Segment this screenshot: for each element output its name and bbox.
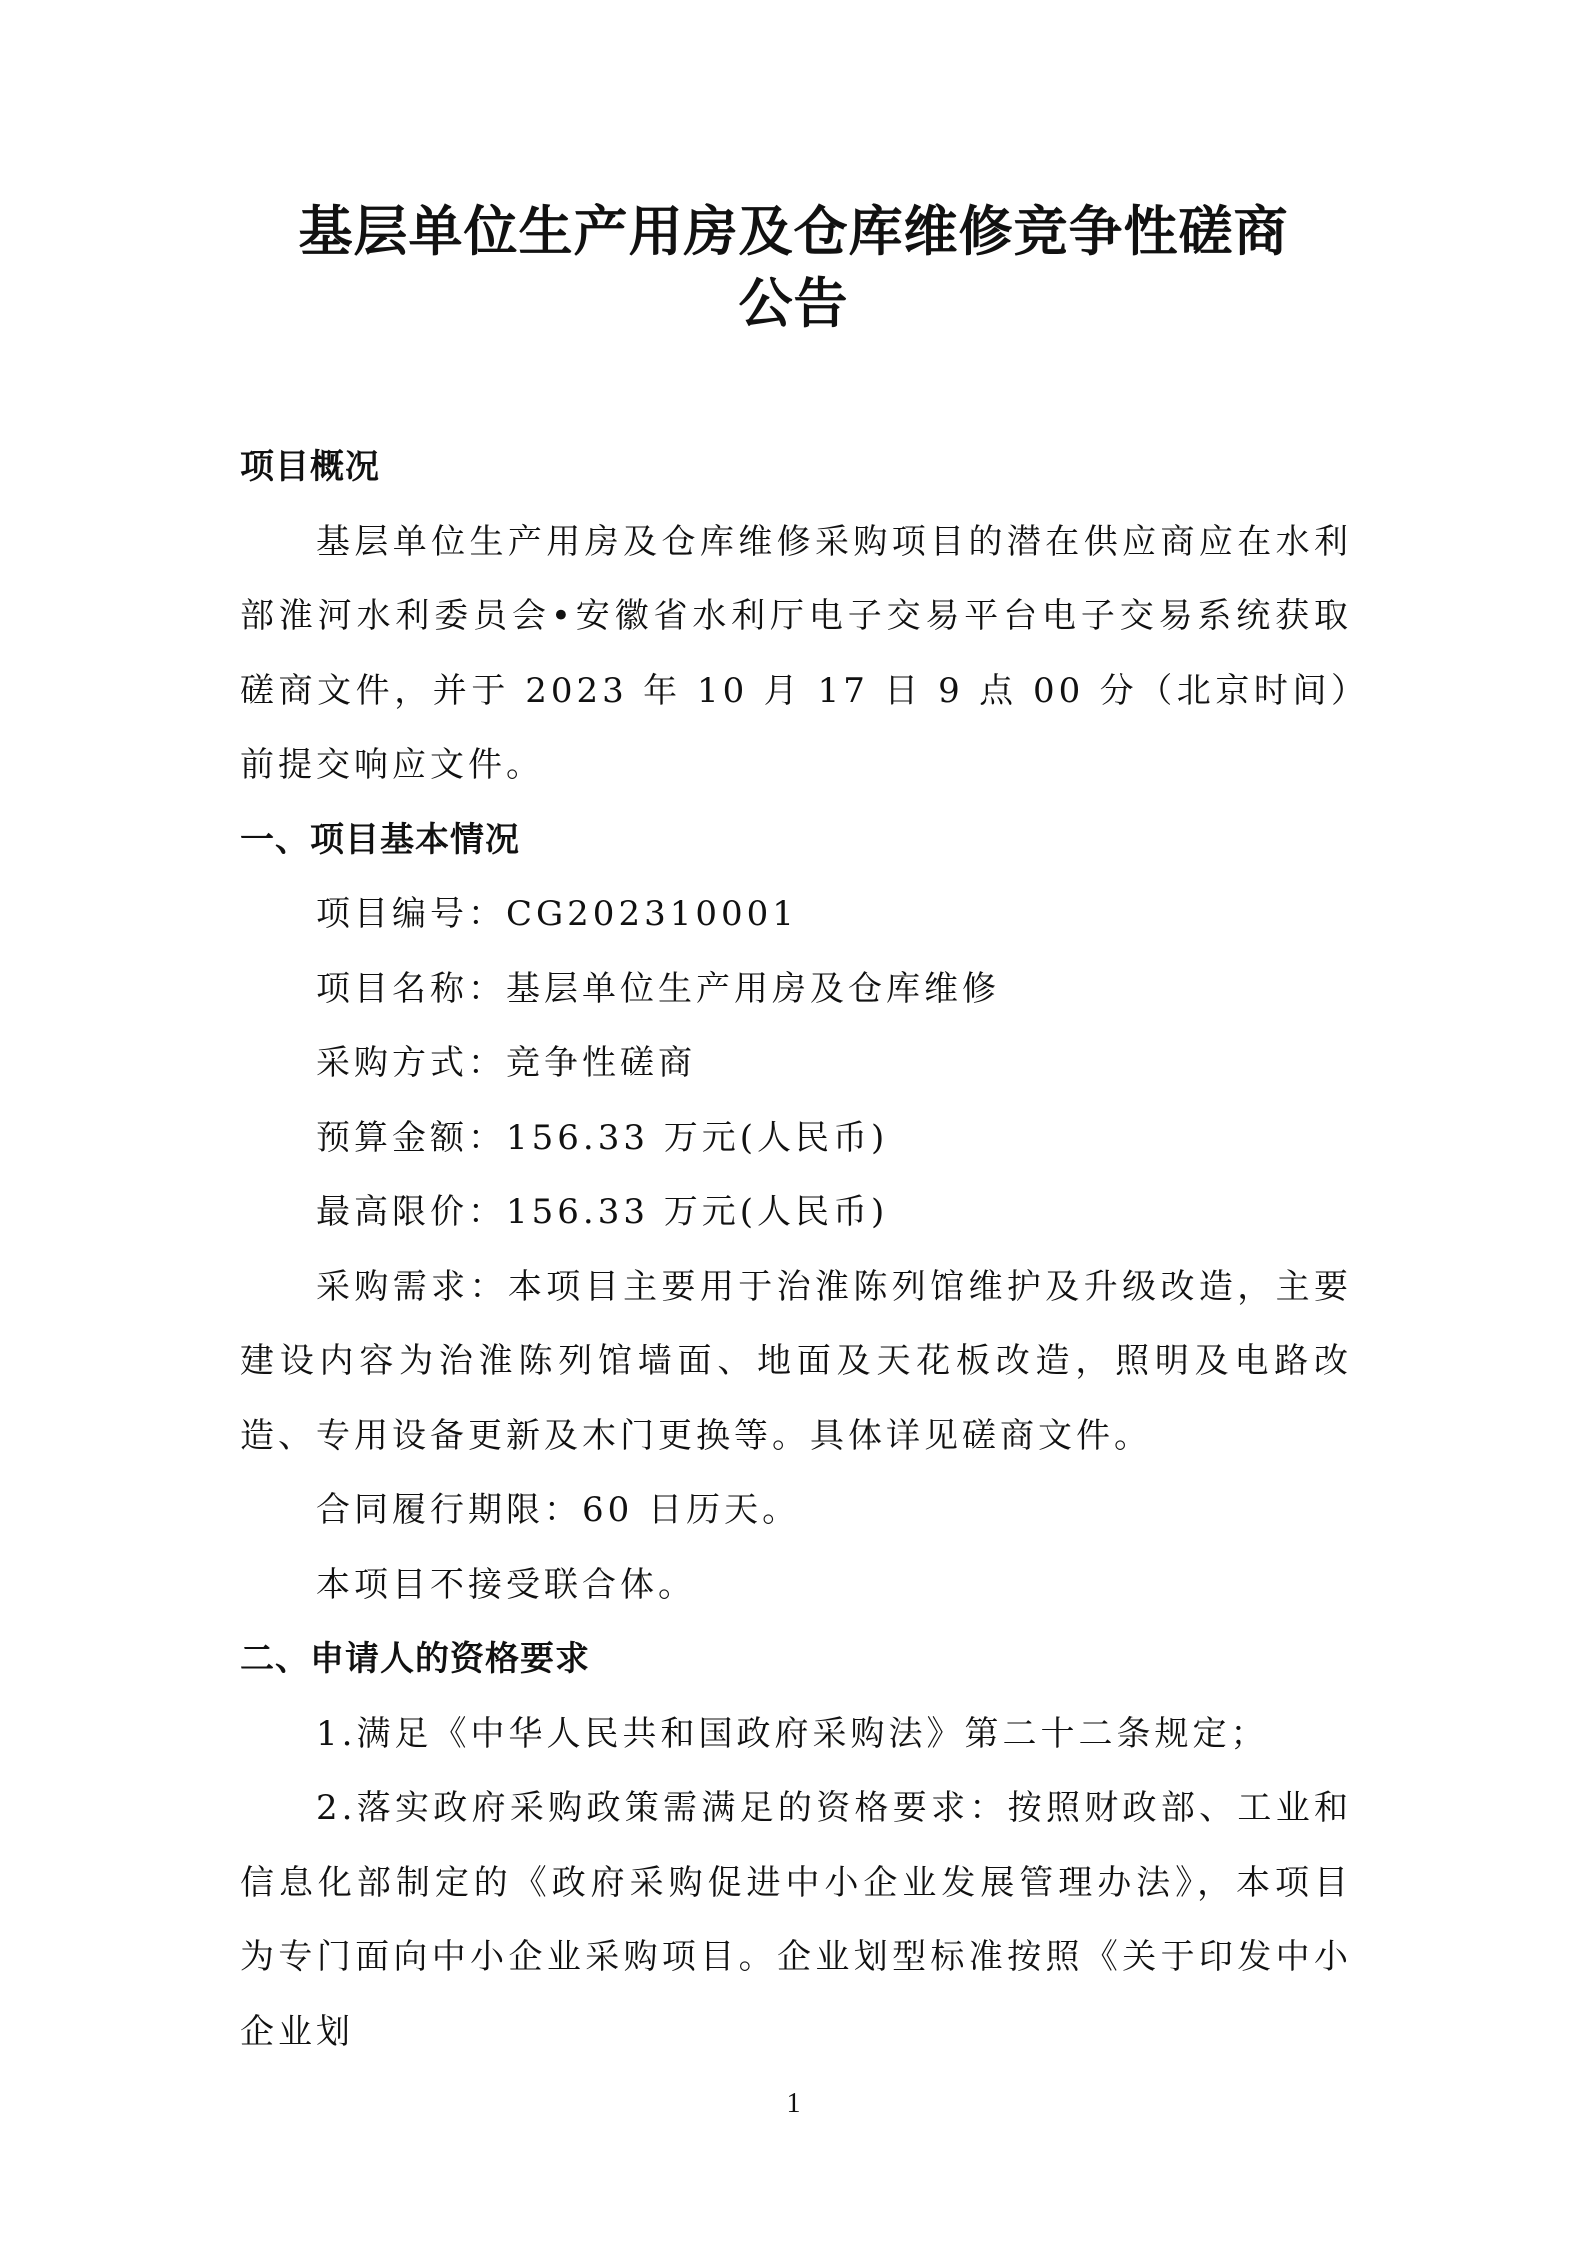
- project-number: 项目编号：CG202310001: [316, 894, 798, 934]
- consortium-note: 本项目不接受联合体。: [316, 1564, 696, 1605]
- budget-amount: 预算金额：156.33 万元(人民币): [316, 1117, 889, 1158]
- procurement-method: 采购方式：竞争性磋商: [316, 1043, 696, 1083]
- qualification-item-2: 2.落实政府采购政策需满足的资格要求：按照财政部、工业和信息化部制定的《政府采购促进中小企业发展管理办法》，本项目为专门面向中小企业采购项目。企业划型标准按照《关于印发中小企业划: [240, 1788, 1352, 2052]
- overview-paragraph: 基层单位生产用房及仓库维修采购项目的潜在供应商应在水利部淮河水利委员会•安徽省水利厅电子交易平台电子交易系统获取磋商文件，并于 2023 年 10 月 17 日 9 点 00 分（北京时间）前提交响应文件。: [240, 521, 1352, 785]
- project-name: 项目名称：基层单位生产用房及仓库维修: [316, 968, 1000, 1009]
- qualification-item-1: 1.满足《中华人民共和国政府采购法》第二十二条规定；: [316, 1713, 1269, 1754]
- section2-heading: 二、申请人的资格要求: [240, 1639, 590, 1679]
- contract-period: 合同履行期限：60 日历天。: [316, 1490, 801, 1530]
- overview-heading: 项目概况: [240, 447, 380, 487]
- document-title-line1: 基层单位生产用房及仓库维修竞争性磋商: [298, 200, 1289, 263]
- procurement-requirements: 采购需求：本项目主要用于治淮陈列馆维护及升级改造，主要建设内容为治淮陈列馆墙面、地面及天花板改造，照明及电路改造、专用设备更新及木门更换等。具体详见磋商文件。: [240, 1266, 1352, 1456]
- max-price: 最高限价：156.33 万元(人民币): [316, 1192, 889, 1232]
- document-body: [240, 430, 1352, 2069]
- page-number: 1: [786, 2088, 801, 2119]
- section1-heading: 一、项目基本情况: [240, 819, 520, 860]
- document-title-line2: 公告: [738, 272, 849, 335]
